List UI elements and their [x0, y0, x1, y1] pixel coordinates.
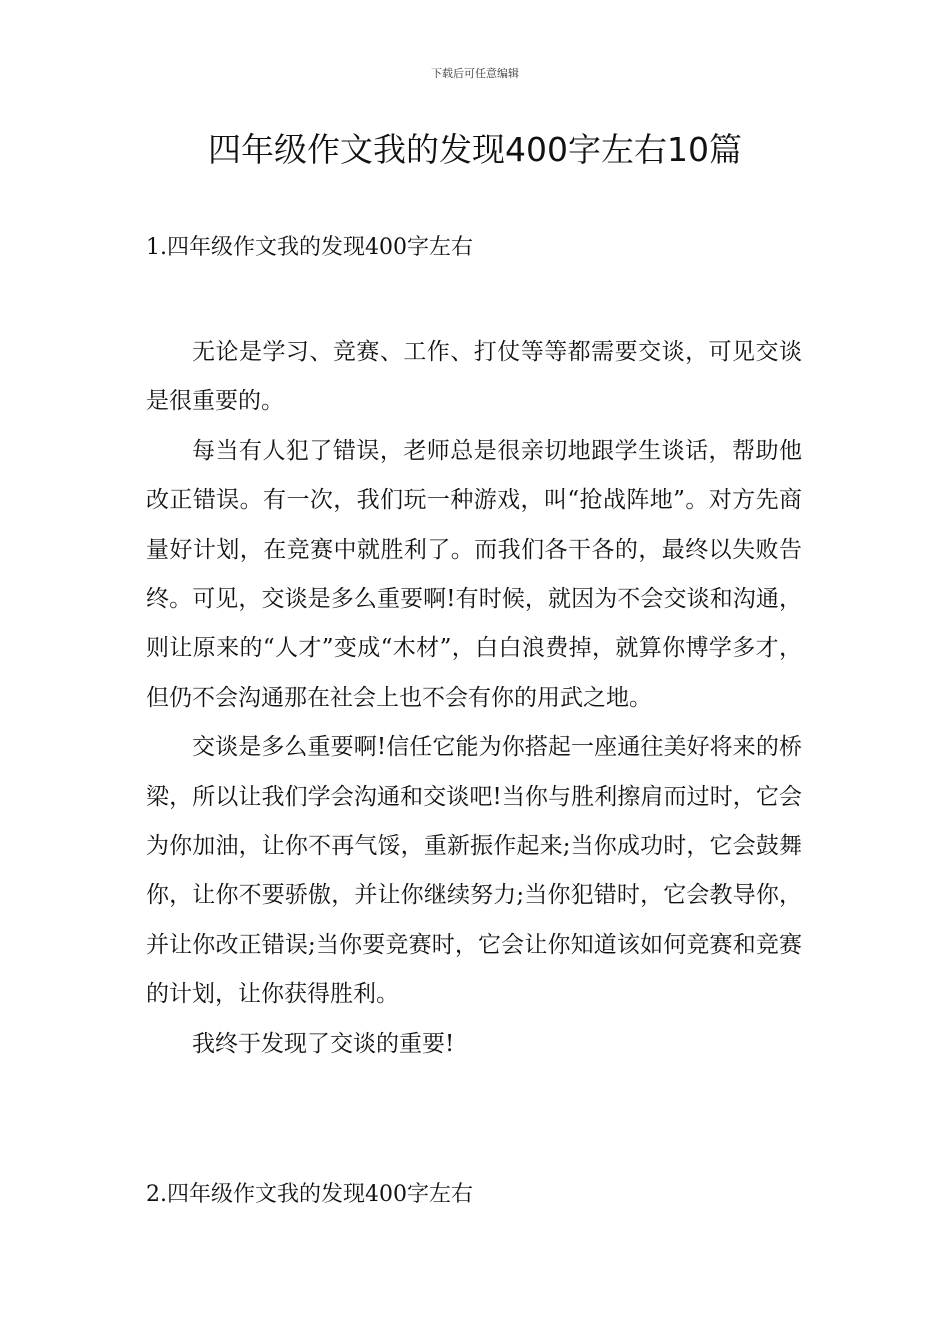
- paragraph-2: 每当有人犯了错误，老师总是很亲切地跟学生谈话，帮助他改正错误。有一次，我们玩一种游戏，叫“抢战阵地”。对方先商量好计划，在竞赛中就胜利了。而我们各干各的，最终以失败告终。可见，交谈是多么重要啊!有时候，就因为不会交谈和沟通，则让原来的“人才”变成“木材”，白白浪费掉，就算你博学多才，但仍不会沟通那在社会上也不会有你的用武之地。: [146, 437, 802, 711]
- document-title: 四年级作文我的发现400字左右10篇: [208, 130, 742, 169]
- paragraph-4: 我终于发现了交谈的重要!: [192, 1030, 455, 1057]
- header-note: 下载后可任意编辑: [431, 67, 519, 80]
- section-heading-1: 1.四年级作文我的发现400字左右: [146, 235, 473, 260]
- paragraph-1: 无论是学习、竞赛、工作、打仗等等都需要交谈，可见交谈是很重要的。: [146, 339, 802, 415]
- article-body-1: [146, 328, 802, 1069]
- section-heading-2: 2.四年级作文我的发现400字左右: [146, 1182, 473, 1207]
- paragraph-3: 交谈是多么重要啊!信任它能为你搭起一座通往美好将来的桥梁，所以让我们学会沟通和交谈吧!当你与胜利擦肩而过时，它会为你加油，让你不再气馁，重新振作起来;当你成功时，它会鼓舞你，让你不要骄傲，并让你继续努力;当你犯错时，它会教导你，并让你改正错误;当你要竞赛时，它会让你知道该如何竞赛和竞赛的计划，让你获得胜利。: [146, 734, 802, 1008]
